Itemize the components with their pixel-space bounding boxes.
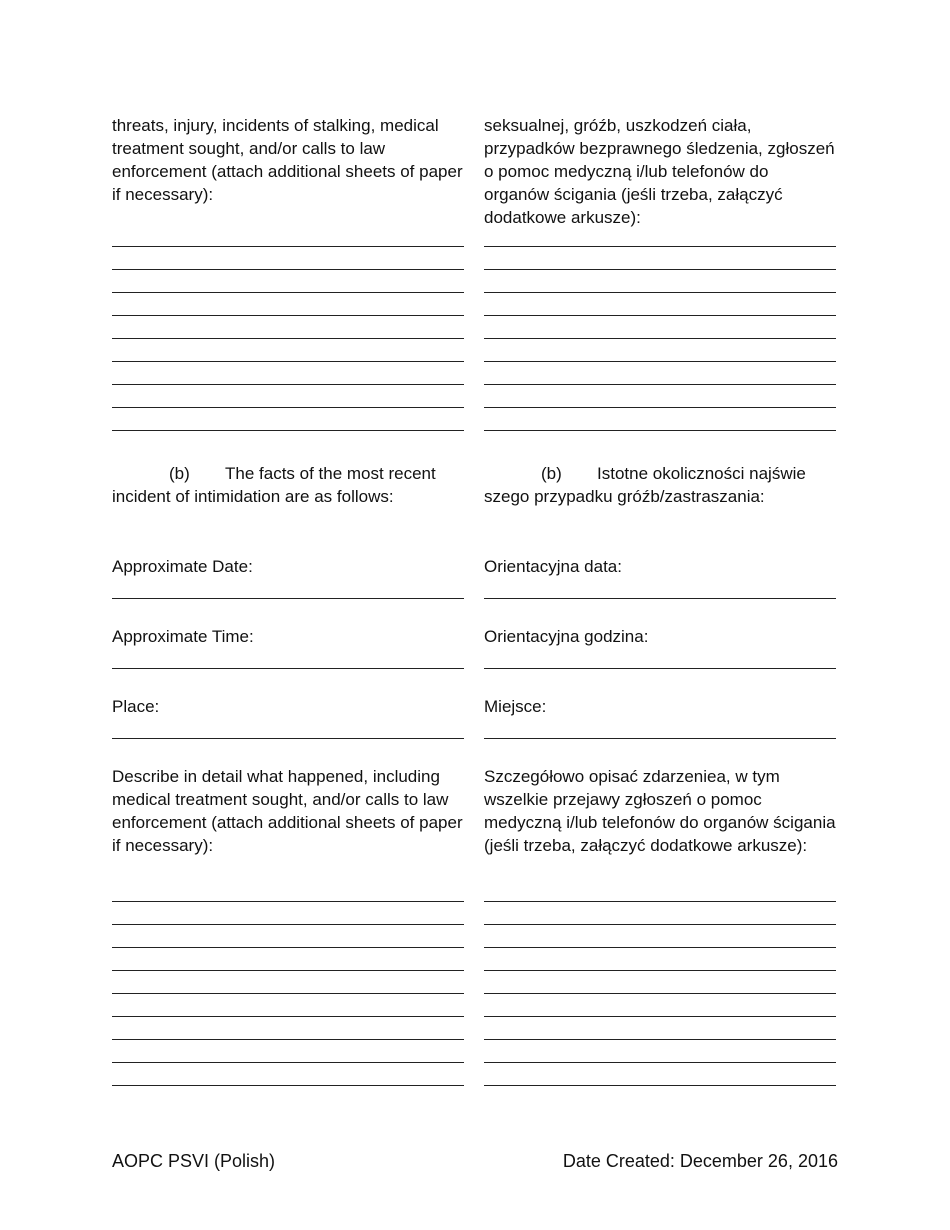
- intro-answer-lines[interactable]: [112, 246, 464, 431]
- answer-line[interactable]: [484, 384, 836, 385]
- answer-line[interactable]: [112, 269, 464, 270]
- answer-line[interactable]: [112, 246, 464, 247]
- answer-line[interactable]: [112, 993, 464, 994]
- intro-answer-lines-pl[interactable]: [484, 246, 836, 431]
- answer-line[interactable]: [484, 292, 836, 293]
- place-label-pl: Miejsce:: [484, 697, 547, 716]
- answer-line[interactable]: [484, 1062, 836, 1063]
- date-field-pl[interactable]: [484, 598, 836, 599]
- date-created: Date Created: December 26, 2016: [562, 1151, 838, 1171]
- date-label-pl: Orientacyjna data:: [484, 557, 622, 576]
- time-label: Approximate Time:: [112, 627, 254, 646]
- answer-line[interactable]: [484, 246, 836, 247]
- answer-line[interactable]: [484, 361, 836, 362]
- answer-line[interactable]: [484, 970, 836, 971]
- english-column: [112, 114, 464, 206]
- section-b-text-pl: Istotne okoliczności najświe szego przypadku gróźb/zastraszania:: [484, 464, 806, 506]
- answer-line[interactable]: [112, 947, 464, 948]
- answer-line[interactable]: [112, 407, 464, 408]
- answer-line[interactable]: [484, 901, 836, 902]
- answer-line[interactable]: [484, 1016, 836, 1017]
- answer-line[interactable]: [484, 338, 836, 339]
- answer-line[interactable]: [112, 315, 464, 316]
- answer-line[interactable]: [484, 924, 836, 925]
- date-field[interactable]: [112, 598, 464, 599]
- time-field-pl[interactable]: [484, 668, 836, 669]
- section-b-text: The facts of the most recent incident of intimidation are as follows:: [112, 464, 436, 506]
- answer-line[interactable]: [112, 430, 464, 431]
- place-label: Place:: [112, 697, 160, 716]
- form-id: AOPC PSVI (Polish): [112, 1151, 276, 1171]
- time-field[interactable]: [112, 668, 464, 669]
- describe-answer-lines[interactable]: [112, 901, 464, 1086]
- answer-line[interactable]: [484, 1085, 836, 1086]
- answer-line[interactable]: [112, 384, 464, 385]
- answer-line[interactable]: [112, 970, 464, 971]
- answer-line[interactable]: [112, 1062, 464, 1063]
- intro-text-pl: seksualnej, gróźb, uszkodzeń ciała, przypadków bezprawnego śledzenia, zgłoszeń o pomoc medyczną i/lub telefonów do organów ścigania (jeśli trzeba, załączyć dodatkowe arkusze):: [484, 116, 835, 227]
- section-b-label-pl: (b): [541, 464, 562, 483]
- time-label-pl: Orientacyjna godzina:: [484, 627, 649, 646]
- describe-text-pl: Szczegółowo opisać zdarzeniea, w tym wszelkie przejawy zgłoszeń o pomoc medyczną i/lub telefonów do organów ścigania (jeśli trzeba, załączyć dodatkowe arkusze):: [484, 767, 836, 855]
- section-b: [112, 462, 464, 508]
- intro-text: threats, injury, incidents of stalking, medical treatment sought, and/or calls to law enforcement (attach additional sheets of paper if necessary):: [112, 116, 463, 204]
- answer-line[interactable]: [112, 924, 464, 925]
- answer-line[interactable]: [484, 315, 836, 316]
- answer-line[interactable]: [484, 947, 836, 948]
- answer-line[interactable]: [112, 1039, 464, 1040]
- answer-line[interactable]: [112, 338, 464, 339]
- section-b-pl: [484, 462, 836, 508]
- place-field-pl[interactable]: [484, 738, 836, 739]
- place-field[interactable]: [112, 738, 464, 739]
- describe-answer-lines-pl[interactable]: [484, 901, 836, 1086]
- answer-line[interactable]: [112, 1085, 464, 1086]
- answer-line[interactable]: [112, 361, 464, 362]
- date-label: Approximate Date:: [112, 557, 253, 576]
- answer-line[interactable]: [112, 901, 464, 902]
- answer-line[interactable]: [484, 430, 836, 431]
- answer-line[interactable]: [484, 993, 836, 994]
- answer-line[interactable]: [112, 1016, 464, 1017]
- answer-line[interactable]: [112, 292, 464, 293]
- answer-line[interactable]: [484, 407, 836, 408]
- answer-line[interactable]: [484, 1039, 836, 1040]
- describe-text: Describe in detail what happened, including medical treatment sought, and/or calls to law enforcement (attach additional sheets of paper if necessary):: [112, 767, 463, 855]
- answer-line[interactable]: [484, 269, 836, 270]
- section-b-label: (b): [169, 464, 190, 483]
- polish-column: [484, 114, 836, 229]
